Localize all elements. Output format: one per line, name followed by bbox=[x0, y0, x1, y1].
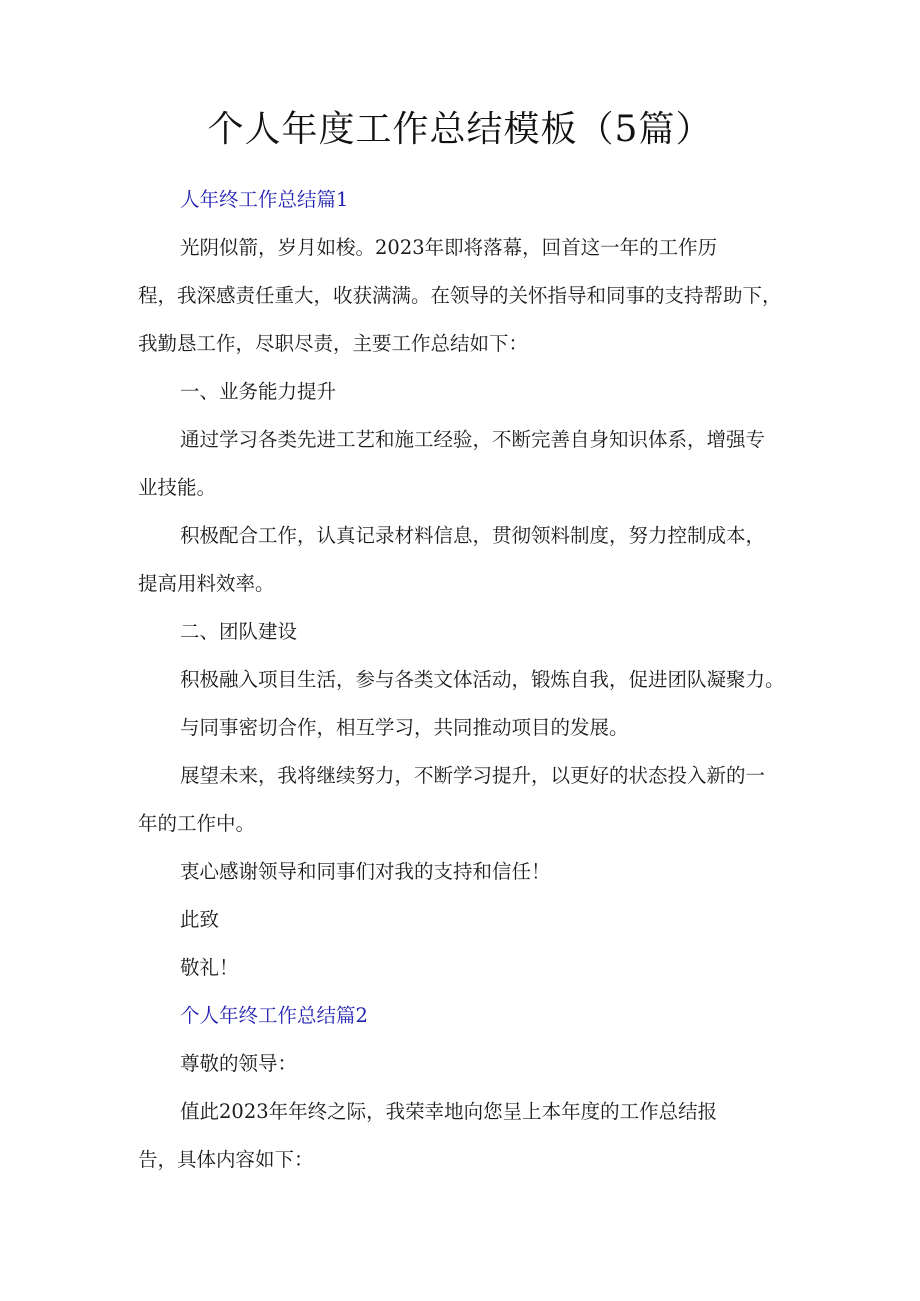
closing-line: 此致 bbox=[180, 908, 220, 931]
paragraph-line: 与同事密切合作，相互学习，共同推动项目的发展。 bbox=[180, 716, 629, 739]
paragraph-line: 衷心感谢领导和同事们对我的支持和信任！ bbox=[180, 860, 551, 883]
paragraph-line: 年的工作中。 bbox=[138, 812, 256, 835]
document-title: 个人年度工作总结模板（5篇） bbox=[207, 109, 713, 150]
paragraph-line: 展望未来，我将继续努力，不断学习提升，以更好的状态投入新的一 bbox=[180, 764, 766, 787]
paragraph-line: 告，具体内容如下： bbox=[138, 1148, 314, 1171]
paragraph-line: 值此2023年年终之际，我荣幸地向您呈上本年度的工作总结报 bbox=[180, 1100, 718, 1123]
paragraph-line: 通过学习各类先进工艺和施工经验，不断完善自身知识体系，增强专 bbox=[180, 428, 766, 451]
paragraph-line: 积极配合工作，认真记录材料信息，贯彻领料制度，努力控制成本， bbox=[180, 524, 766, 547]
subheading-team-building: 二、团队建设 bbox=[180, 620, 298, 643]
paragraph-line: 程，我深感责任重大，收获满满。在领导的关怀指导和同事的支持帮助下， bbox=[138, 284, 782, 307]
paragraph-line: 积极融入项目生活，参与各类文体活动，锻炼自我，促进团队凝聚力。 bbox=[180, 668, 785, 691]
paragraph-line: 提高用料效率。 bbox=[138, 572, 275, 595]
paragraph-line: 业技能。 bbox=[138, 476, 217, 499]
salutation-line: 尊敬的领导： bbox=[180, 1052, 298, 1075]
section-heading-1: 人年终工作总结篇1 bbox=[180, 188, 349, 211]
paragraph-line: 光阴似箭，岁月如梭。2023年即将落幕，回首这一年的工作历 bbox=[180, 236, 718, 259]
paragraph-line: 我勤恳工作，尽职尽责，主要工作总结如下： bbox=[138, 332, 529, 355]
subheading-business-skills: 一、业务能力提升 bbox=[180, 380, 337, 403]
closing-line: 敬礼！ bbox=[180, 956, 239, 979]
section-heading-2: 个人年终工作总结篇2 bbox=[180, 1004, 368, 1027]
